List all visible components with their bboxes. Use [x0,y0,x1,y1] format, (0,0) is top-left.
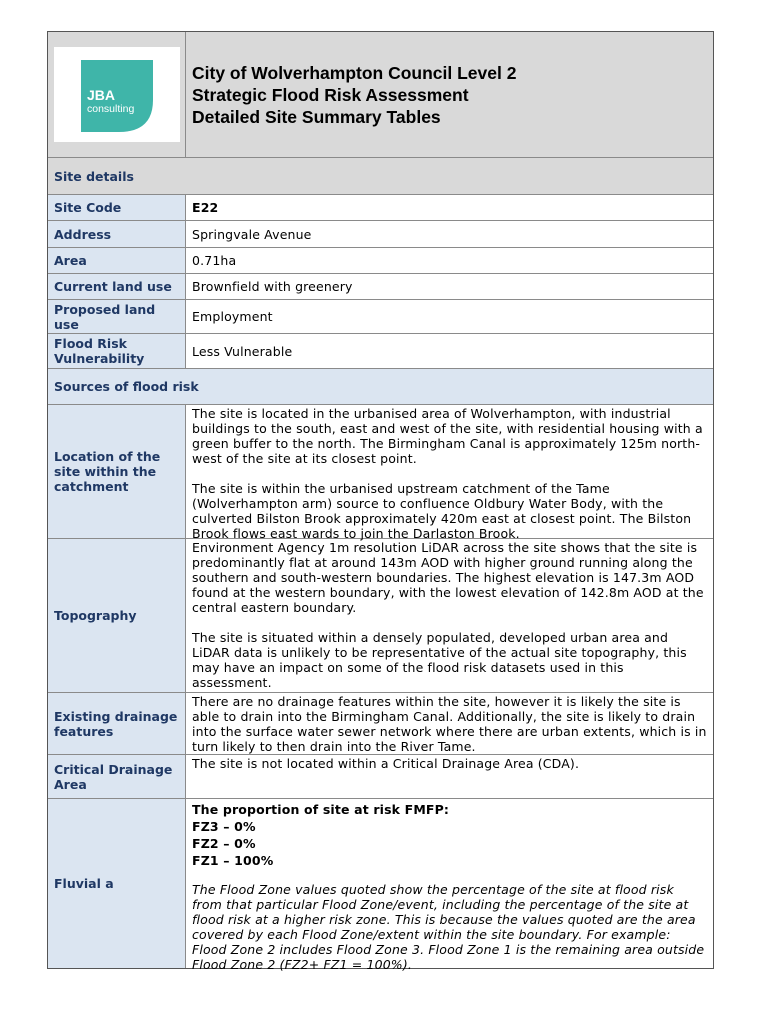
logo-text-consulting: consulting [86,102,134,115]
area-label: Area [48,248,186,273]
proposed-land-use-value: Employment [192,309,273,324]
site-summary-table [47,31,714,972]
current-land-use-label: Current land use [48,274,186,299]
fluvial-label: Fluvial a [48,799,186,968]
current-land-use-row [48,273,713,299]
cda-label: Critical Drainage Area [48,755,186,798]
fluvial-fz3: FZ3 – 0% [192,819,256,834]
logo-leaf-icon [79,56,155,134]
fluvial-row [48,798,713,972]
topography-row [48,538,713,692]
drainage-label: Existing drainage features [48,693,186,754]
topography-paragraph-2: The site is situated within a densely populated, developed urban area and LiDAR data is unlikely to be representative of the actual site topography, this may have an impact on some of the flood risk datasets used in this assessment. [192,630,687,690]
jba-logo [54,47,180,142]
vulnerability-value: Less Vulnerable [192,343,293,359]
area-row [48,247,713,273]
vulnerability-row [48,333,713,368]
topography-value [186,539,713,692]
title-line-1: City of Wolverhampton Council Level 2 [192,62,517,83]
proposed-land-use-label: Proposed land use [48,300,186,333]
fluvial-fz2: FZ2 – 0% [192,836,256,851]
address-value: Springvale Avenue [192,226,312,242]
fluvial-heading: The proportion of site at risk FMFP: [192,802,450,817]
sources-heading: Sources of flood risk [48,368,713,404]
area-value: 0.71ha [192,253,237,268]
title-line-2: Strategic Flood Risk Assessment [192,84,469,105]
fluvial-note: The Flood Zone values quoted show the percentage of the site at flood risk from that particular Flood Zone/event, including the percentage of the site at flood risk at a higher risk zone. This is because the values quoted are the area covered by each Flood Zone/extent within the site boundary. For example: Flood Zone 2 includes Flood Zone 3. Flood Zone 1 is the remaining area outside Flood Zone 2 (FZ2+ FZ1 = 100%). [192,882,705,972]
header-row [48,32,713,157]
location-label: Location of the site within the catchment [48,405,186,538]
location-value [186,405,713,541]
vulnerability-label: Flood Risk Vulnerability [48,334,186,368]
drainage-value: There are no drainage features within the site, however it is likely the site is able to drain into the Birmingham Canal. Additionally, the site is likely to drain into the surface water sewer network where there are urban extents, which is in turn likely to then drain into the River Tame. [192,694,707,754]
location-paragraph-2: The site is within the urbanised upstream catchment of the Tame (Wolverhampton arm) source to confluence Oldbury Water Body, with the culverted Bilston Brook approximately 420m east at closest point. The Bilston Brook flows east wards to join the Darlaston Brook. [192,481,692,541]
topography-paragraph-1: Environment Agency 1m resolution LiDAR across the site shows that the site is predominantly flat at around 143m AOD with higher ground running along the southern and south-western boundaries. The highest elevation is 147.3m AOD found at the western boundary, with the lowest elevation of 142.8m AOD at the central eastern boundary. [192,540,704,615]
location-paragraph-1: The site is located in the urbanised area of Wolverhampton, with industrial buildings to the south, east and west of the site, with residential housing with a green buffer to the north. The Birmingham Canal is approximately 125m north-west of the site at its closest point. [192,406,703,466]
cda-value: The site is not located within a Critical Drainage Area (CDA). [192,756,580,771]
current-land-use-value: Brownfield with greenery [192,279,353,294]
cda-row [48,754,713,798]
site-code-label: Site Code [48,195,186,220]
title-line-3: Detailed Site Summary Tables [192,106,441,127]
fluvial-value [186,799,713,972]
logo-text-jba: JBA [86,86,115,103]
document-title [192,62,516,128]
site-code-value: E22 [192,200,219,215]
topography-label: Topography [48,539,186,692]
fluvial-fz1: FZ1 – 100% [192,853,274,868]
proposed-land-use-row [48,299,713,333]
address-label: Address [48,221,186,247]
site-code-row [48,194,713,220]
logo-cell [48,32,186,157]
address-row [48,220,713,247]
location-row [48,404,713,541]
drainage-row [48,692,713,754]
title-cell [186,32,713,157]
site-details-heading: Site details [48,157,713,194]
